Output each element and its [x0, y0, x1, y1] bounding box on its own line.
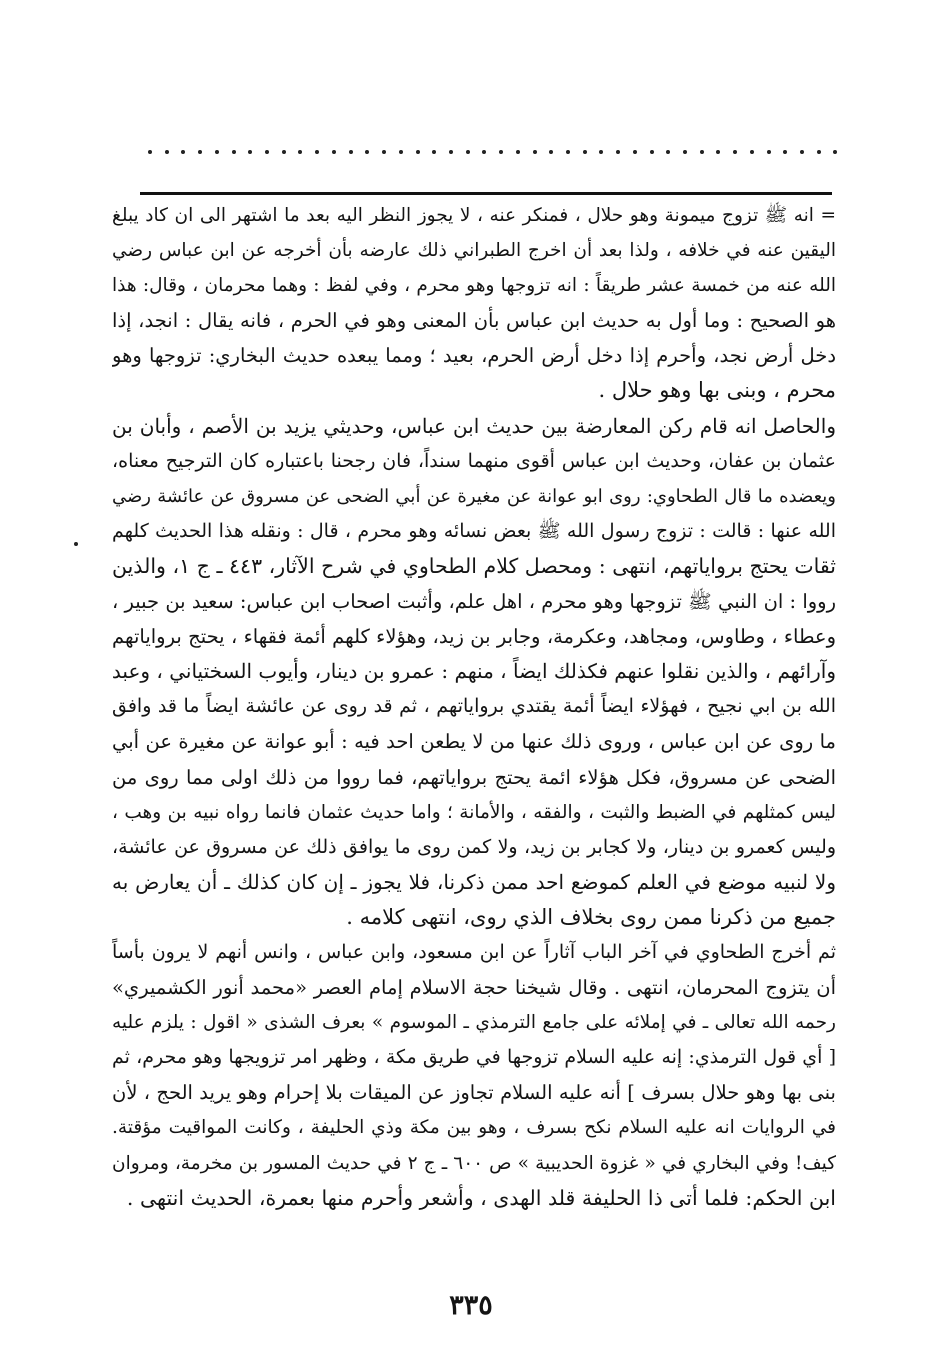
separator-dot [700, 150, 704, 154]
separator-dot [683, 150, 687, 154]
separator-dot [432, 150, 436, 154]
text-line: ويعضده ما قال الطحاوي: روى ابو عوانة عن مغيرة عن أبي الضحى عن مسروق عن عائشة رضي [112, 485, 836, 507]
text-line: دخل أرض نجد، وأحرم إذا دخل أرض الحرم، بعيد ؛ ومما يبعده حديث البخاري: تزوجها وهو [112, 344, 836, 368]
text-line: الله عنه من خمسة عشر طريقاً : انه تزوجها وهو محرم ، وفي لفظ : وهما محرمان ، وقال: هذا [112, 275, 836, 297]
separator-dot [833, 150, 837, 154]
separator-dot [165, 150, 169, 154]
text-line: ابن الحكم: فلما أتى ذا الحليفة قلد الهدى ، وأشعر وأحرم منها بعمرة، الحديث انتهى . [126, 1185, 836, 1210]
separator-dot [800, 150, 804, 154]
separator-dot [181, 150, 185, 154]
separator-dot [232, 150, 236, 154]
footnote-paragraph [112, 198, 836, 409]
separator-dot [248, 150, 252, 154]
dotted-separator [148, 150, 838, 154]
separator-dot [666, 150, 670, 154]
separator-dot [733, 150, 737, 154]
separator-dot [566, 150, 570, 154]
text-line: الضحى عن مسروق، فكل هؤلاء ائمة يحتج برواياتهم، فما رووا من ذلك اولى مما روى من [112, 765, 836, 789]
separator-dot [332, 150, 336, 154]
footnote-text [112, 198, 836, 1216]
text-line: بنى بها وهو حلال بسرف ] أنه عليه السلام تجاوز عن الميقات بلا إحرام وهو يريد الحج ، لأن [112, 1081, 836, 1105]
text-line: ثقات يحتج برواياتهم، انتهى : ومحصل كلام الطحاوي في شرح الآثار، ٤٤٣ ـ ج ١، والذين [112, 553, 836, 578]
text-line: رووا : ان النبي ﷺ تزوجها وهو محرم ، اهل علم، وأثبت اصحاب ابن عباس: سعيد بن جبير ، [112, 590, 836, 614]
separator-dot [399, 150, 403, 154]
footnote-rule [140, 192, 832, 195]
separator-dot [282, 150, 286, 154]
separator-dot [466, 150, 470, 154]
text-line: كيف! وفي البخاري في « غزوة الحديبية » ص ٦٠٠ ـ ج ٢ في حديث المسور بن مخرمة، ومروان [112, 1152, 836, 1174]
text-line: الله عنها : قالت : تزوج رسول الله ﷺ بعض نسائه وهو محرم ، قال : ونقله هذا الحديث كلهم [112, 519, 836, 542]
separator-dot [783, 150, 787, 154]
text-line: ولا لنبيه موضع في العلم كموضع احد ممن ذكرنا، فلا يجوز ـ إن كان كذلك ـ أن يعارض به [112, 869, 836, 894]
separator-dot [599, 150, 603, 154]
separator-dot [148, 150, 152, 154]
text-line: محرم ، وبنى بها وهو حلال . [598, 378, 836, 403]
separator-dot [716, 150, 720, 154]
footnote-paragraph [112, 935, 836, 1216]
text-line: ثم أخرج الطحاوي في آخر الباب آثاراً عن ابن مسعود، وابن عباس ، وانس أنهم لا يرون بأساً [112, 940, 836, 963]
separator-dot [482, 150, 486, 154]
text-line: رحمه الله تعالى ـ في إملائه على جامع الترمذي ـ الموسوم » بعرف الشذى « اقول : يلزم عليه [112, 1012, 836, 1034]
text-line: ليس كمثلهم في الضبط والثبت ، والفقه ، والأمانة ؛ واما حديث عثمان فانما رواه نبيه بن وهب ، [112, 801, 836, 823]
page-number: ٣٣٥ [449, 1290, 493, 1321]
separator-dot [315, 150, 319, 154]
separator-dot [499, 150, 503, 154]
separator-dot [533, 150, 537, 154]
separator-dot [616, 150, 620, 154]
footnote-paragraph [112, 409, 836, 935]
separator-dot [516, 150, 520, 154]
separator-dot [198, 150, 202, 154]
text-line: ما روى عن ابن عباس ، وروى ذلك عنها من لا يطعن احد فيه : أبو عوانة عن مغيرة عن أبي [112, 730, 836, 754]
margin-dot [74, 542, 78, 546]
separator-dot [449, 150, 453, 154]
text-line: عثمان بن عفان، وحديث ابن عباس أقوى منهما سنداً، فان رجحنا باعتباره كان الترجيح معناه، [112, 449, 836, 472]
separator-dot [215, 150, 219, 154]
separator-dot [298, 150, 302, 154]
text-line: = انه ﷺ تزوج ميمونة وهو حلال ، فمنكر عنه ، لا يجوز النظر اليه بعد ما اشتهر الى ان كاد يبلغ [112, 205, 836, 226]
text-line: [ أي قول الترمذي: إنه عليه السلام تزوجها في طريق مكة ، وظهر امر تزويجها وهو محرم، ثم [112, 1046, 836, 1069]
separator-dot [416, 150, 420, 154]
text-line: هو الصحيح : وما أول به حديث ابن عباس بأن المعنى وهو في الحرم ، فانه يقال : انجد، إذا [112, 309, 836, 333]
text-line: وليس كعمرو بن دينار، ولا كجابر بن زيد، ولا كمن روى ما يوافق ذلك عن مسروق عن عائشة، [112, 835, 836, 858]
separator-dot [265, 150, 269, 154]
separator-dot [650, 150, 654, 154]
separator-dot [583, 150, 587, 154]
text-line: أن يتزوج المحرمان، انتهى . وقال شيخنا حجة الاسلام إمام العصر «محمد أنور الكشميري» [112, 976, 836, 1000]
text-line: وعطاء ، وطاوس، ومجاهد، وعكرمة، وجابر بن زيد، وهؤلاء كلهم أئمة فقهاء ، يحتج برواياتهم [112, 625, 836, 649]
separator-dot [633, 150, 637, 154]
text-line: وآرائهم ، والذين نقلوا عنهم فكذلك ايضاً ، منهم : عمرو بن دينار، وأيوب السختياني ، وعبد [112, 659, 836, 684]
text-line: اليقين عنه في خلافه ، ولذا بعد أن اخرج الطبراني ذلك عارضه بأن أخرجه عن ابن عباس رضي [112, 240, 836, 262]
text-line: الله بن ابي نجيح ، فهؤلاء ايضاً أئمة يقتدي برواياتهم ، ثم قد روى عن عائشة ايضاً ما قد وافق [112, 695, 836, 718]
separator-dot [817, 150, 821, 154]
separator-dot [750, 150, 754, 154]
separator-dot [549, 150, 553, 154]
separator-dot [365, 150, 369, 154]
text-line: والحاصل انه قام ركن المعارضة بين حديث ابن عباس، وحديثي يزيد بن الأصم ، وأبان بن [112, 413, 836, 438]
separator-dot [767, 150, 771, 154]
separator-dot [349, 150, 353, 154]
text-line: جميع من ذكرنا ممن روى بخلاف الذي روى، انتهى كلامه . [346, 904, 836, 929]
text-line: في الروايات انه عليه السلام نكح بسرف ، وهو بين مكة وذي الحليفة ، وكانت المواقيت مؤقتة. [112, 1117, 836, 1139]
separator-dot [382, 150, 386, 154]
